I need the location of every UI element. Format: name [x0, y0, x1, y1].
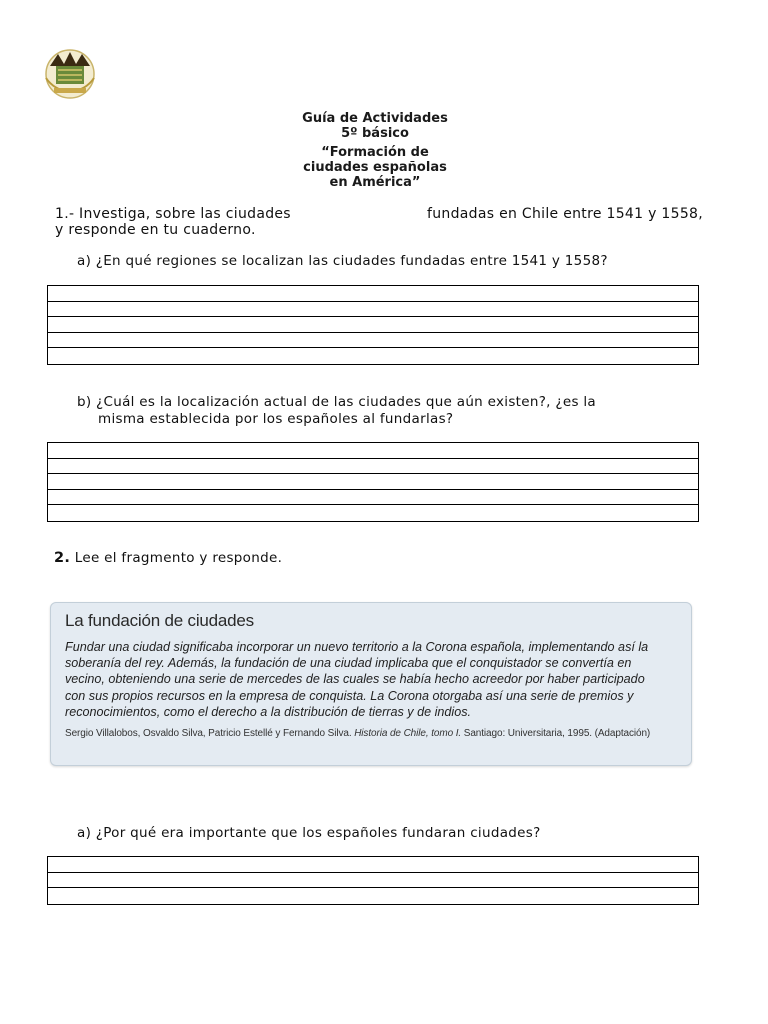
answer-line[interactable] [48, 286, 698, 302]
answer-box-1b[interactable] [47, 442, 699, 522]
card-line: vecino, obteniendo una serie de mercedes de las cuales se había hecho acreedor por haber participado [65, 672, 645, 687]
answer-box-1a[interactable] [47, 285, 699, 365]
topic-title-line1: “Formación de [321, 145, 429, 160]
question1-intro-line2: y responde en tu cuaderno. [55, 222, 256, 238]
answer-line[interactable] [48, 505, 698, 521]
answer-line[interactable] [48, 348, 698, 364]
answer-line[interactable] [48, 857, 698, 873]
card-line: con sus propios recursos en la empresa de conquista. La Corona otorgaba así una serie de premios y [65, 688, 634, 703]
question1a: a) ¿En qué regiones se localizan las ciudades fundadas entre 1541 y 1558? [77, 253, 608, 269]
card-source [65, 728, 677, 739]
question2a: a) ¿Por qué era importante que los españoles fundaran ciudades? [77, 825, 541, 841]
card-line: soberanía del rey. Además, la fundación de una ciudad implicaba que el conquistador se convertía en [65, 656, 632, 671]
question1-intro-part1: 1.- Investiga, sobre las ciudades [55, 206, 291, 222]
card-line: Fundar una ciudad significaba incorporar un nuevo territorio a la Corona española, implementando así la [65, 640, 649, 654]
answer-box-2a[interactable] [47, 856, 699, 905]
answer-line[interactable] [48, 333, 698, 349]
answer-line[interactable] [48, 459, 698, 475]
question2-number: 2. [54, 550, 71, 566]
card-line: reconocimientos, como el derecho a la distribución de tierras y de indios. [65, 704, 472, 719]
source-authors: Sergio Villalobos, Osvaldo Silva, Patricio Estellé y Fernando Silva. [65, 728, 352, 740]
question2-intro-text: Lee el fragmento y responde. [74, 550, 283, 566]
topic-title-line3: en América” [329, 175, 421, 190]
question2-intro [54, 550, 282, 567]
question1b-line1: b) ¿Cuál es la localización actual de las ciudades que aún existen?, ¿es la [77, 394, 596, 410]
question1-intro-part2: fundadas en Chile entre 1541 y 1558, [427, 206, 703, 222]
card-body [65, 639, 677, 720]
answer-line[interactable] [48, 443, 698, 459]
guide-title: Guía de Actividades [302, 111, 448, 126]
source-book: Historia de Chile, tomo I. [354, 728, 462, 740]
reading-fragment-card [50, 602, 692, 766]
question1-intro [55, 206, 703, 238]
answer-line[interactable] [48, 888, 698, 904]
source-rest: Santiago: Universitaria, 1995. (Adaptación) [463, 728, 651, 740]
school-crest-logo [40, 44, 100, 100]
card-title: La fundación de ciudades [65, 611, 254, 630]
grade-label: 5º básico [341, 126, 409, 141]
question1b [77, 394, 701, 428]
answer-line[interactable] [48, 873, 698, 889]
question1b-line2: misma establecida por los españoles al fundarlas? [98, 411, 454, 427]
answer-line[interactable] [48, 490, 698, 506]
answer-line[interactable] [48, 302, 698, 318]
answer-line[interactable] [48, 317, 698, 333]
topic-title-line2: ciudades españolas [303, 160, 447, 175]
answer-line[interactable] [48, 474, 698, 490]
